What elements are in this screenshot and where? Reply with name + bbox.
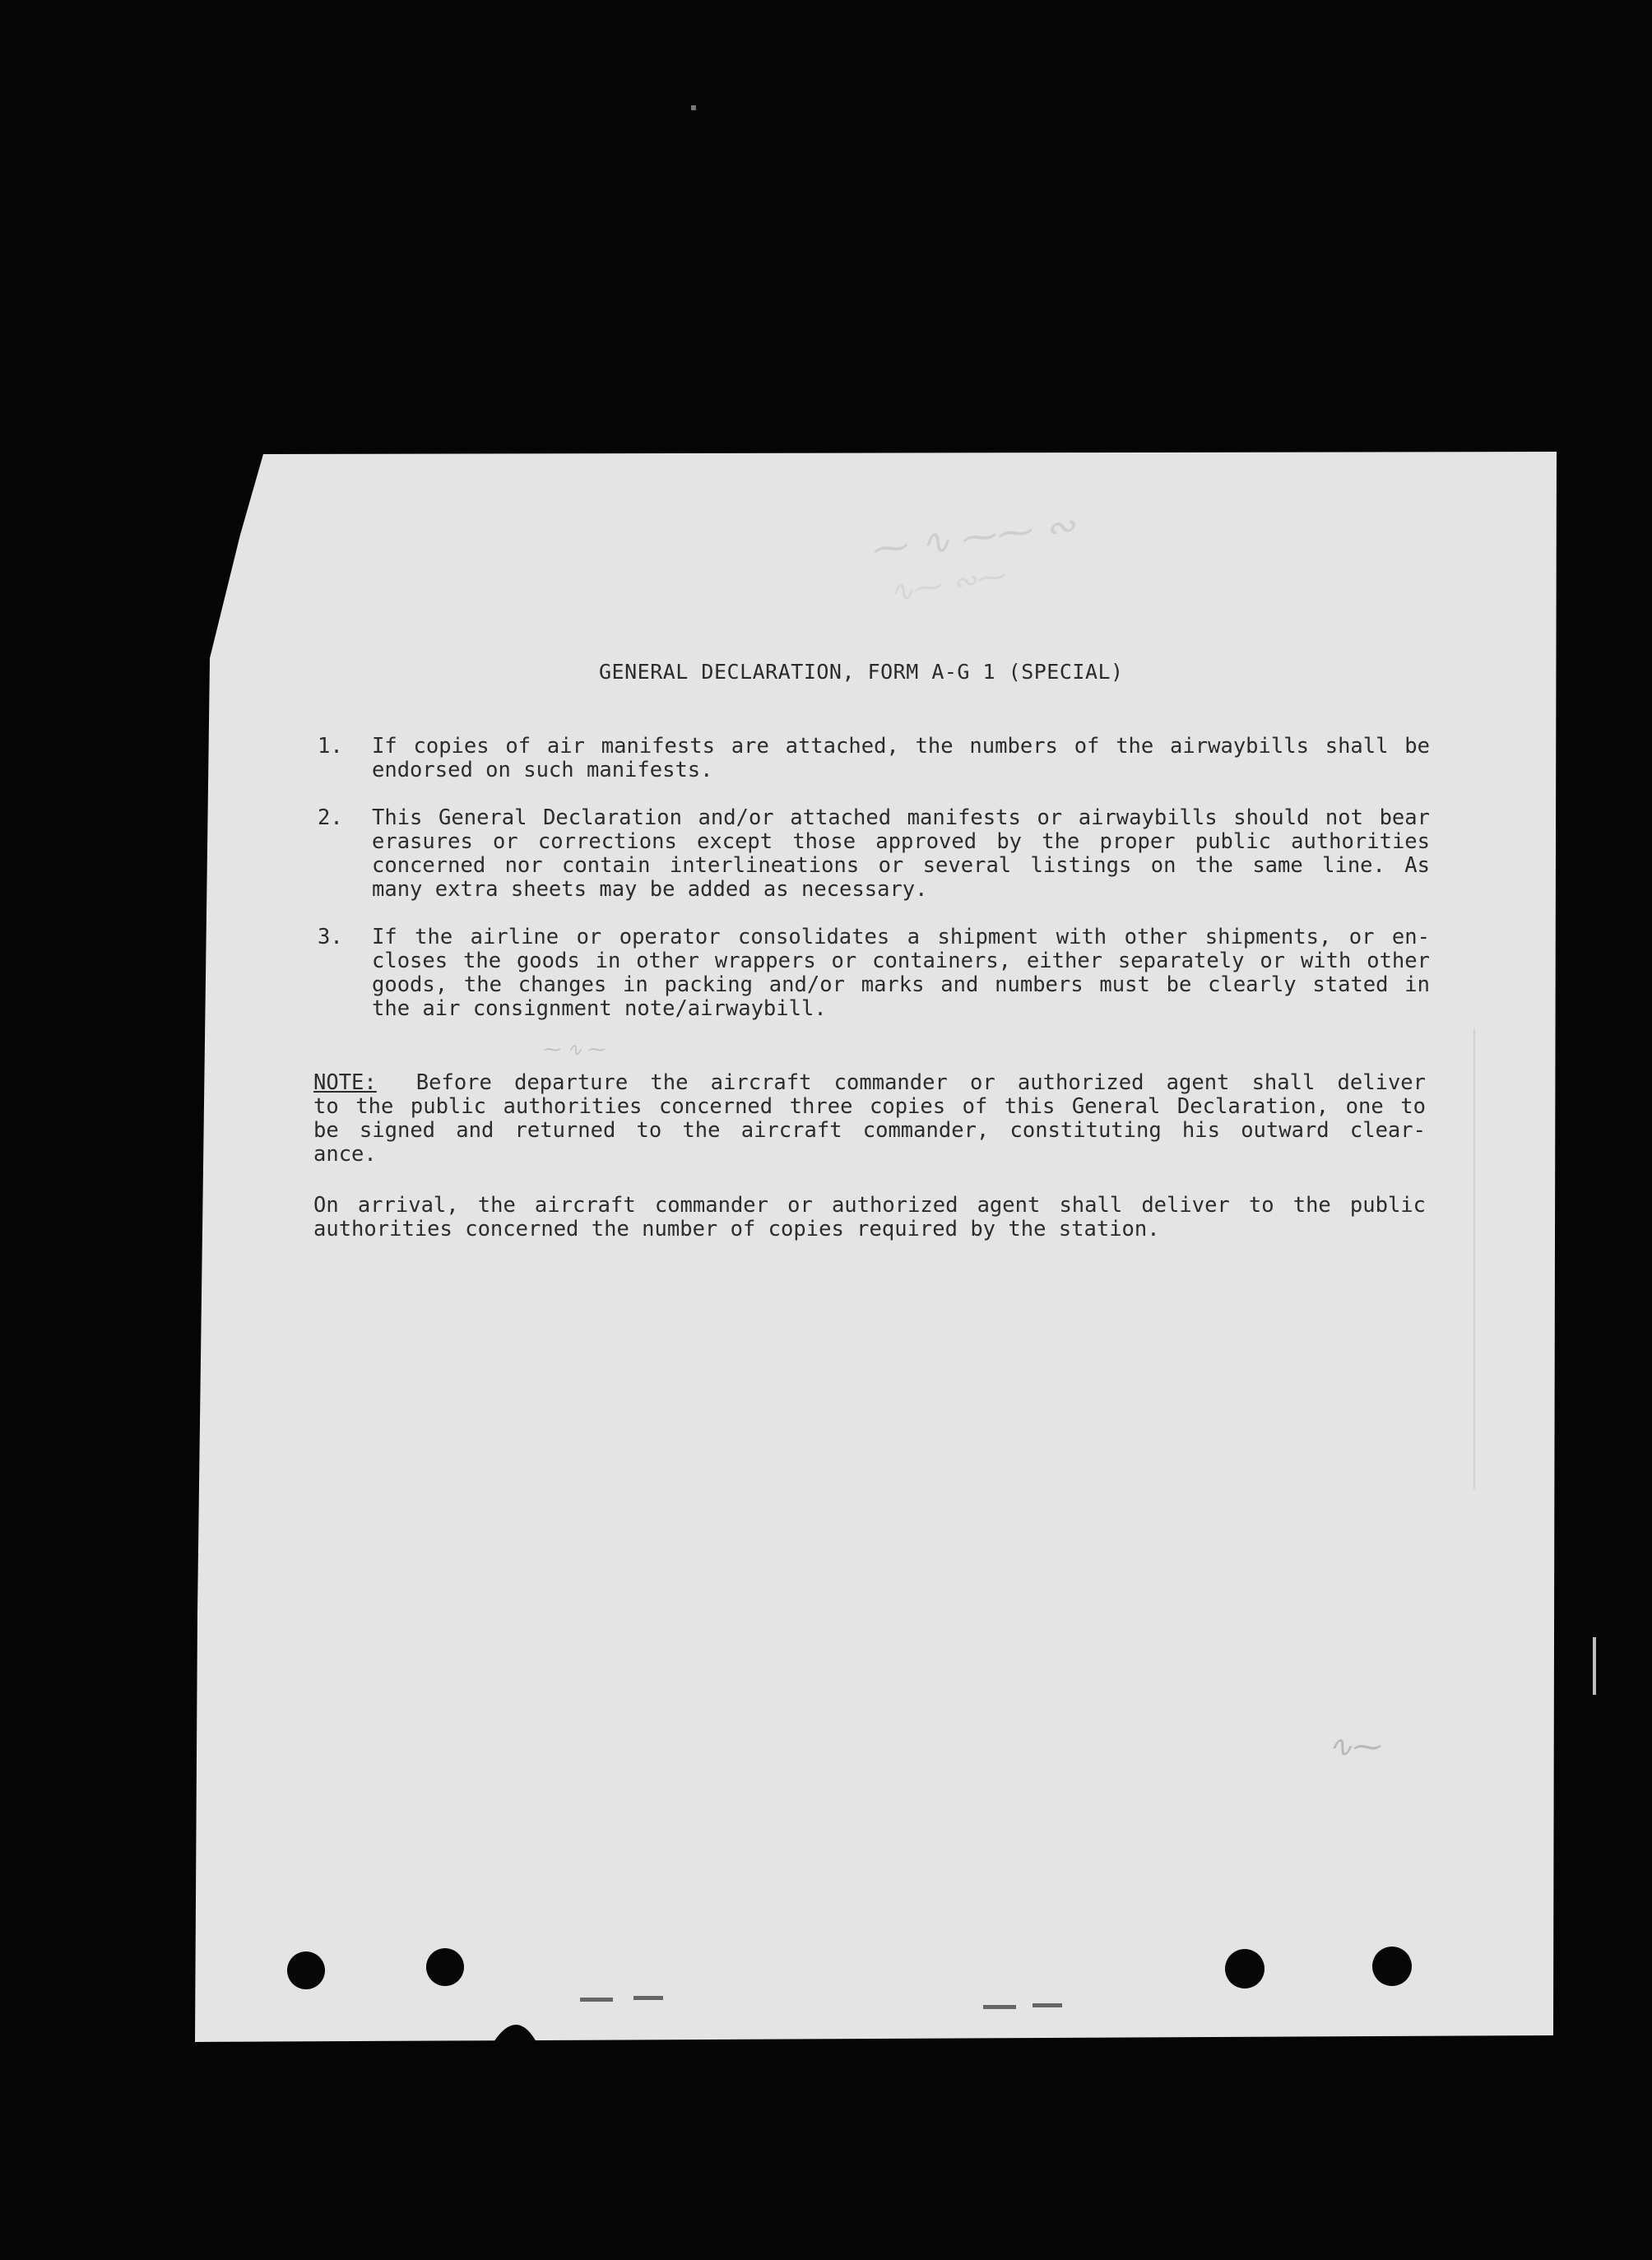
text-line: to the public authorities concerned three copies of this General Declaration, one to: [313, 1094, 1426, 1119]
text-line: If the airline or operator consolidates a shipment with other shipments, or en-: [372, 925, 1430, 949]
note-first-line: Before departure the aircraft commander or authorized agent shall deliver: [415, 1070, 1426, 1095]
text-line: If copies of air manifests are attached, the numbers of the airwaybills shall be: [372, 734, 1430, 759]
faded-handwriting: ⁓ ∿ ⁓⁓ ∾: [870, 504, 1078, 571]
item-number: 2.: [318, 805, 343, 830]
item-text: [372, 735, 1430, 782]
text-line: endorsed on such manifests.: [372, 758, 713, 782]
text-line: concerned nor contain interlineations or several listings on the same line. As: [372, 853, 1430, 878]
item-number: 3.: [318, 925, 343, 949]
text-line: be signed and returned to the aircraft commander, constituting his outward clear-: [313, 1118, 1426, 1143]
item-text: [372, 806, 1430, 902]
arrival-paragraph: [313, 1194, 1426, 1241]
text-line: authorities concerned the number of copies required by the station.: [313, 1217, 1160, 1241]
faded-handwriting: ⁓ ∿ ⁓: [543, 1040, 606, 1060]
document-title: GENERAL DECLARATION, FORM A-G 1 (SPECIAL): [599, 660, 1124, 684]
item-text: [372, 926, 1430, 1021]
item-number: 1.: [318, 734, 343, 759]
faded-handwriting: ∿⁓ ∾⁓: [886, 559, 1009, 610]
text-line: closes the goods in other wrappers or containers, either separately or with other: [372, 949, 1430, 973]
faded-handwriting: ∿⁓: [1328, 1730, 1383, 1764]
note-paragraph: [313, 1071, 1426, 1167]
text-line: goods, the changes in packing and/or marks and numbers must be clearly stated in: [372, 972, 1430, 997]
text-line: This General Declaration and/or attached manifests or airwaybills should not bear: [372, 805, 1430, 830]
text-line: [313, 1071, 1426, 1095]
text-line: ance.: [313, 1142, 377, 1167]
text-line: erasures or corrections except those approved by the proper public authorities: [372, 829, 1430, 854]
text-line: many extra sheets may be added as necessary.: [372, 877, 928, 902]
text-line: the air consignment note/airwaybill.: [372, 996, 827, 1021]
note-label: NOTE:: [313, 1070, 377, 1095]
text-line: On arrival, the aircraft commander or authorized agent shall deliver to the public: [313, 1193, 1426, 1218]
